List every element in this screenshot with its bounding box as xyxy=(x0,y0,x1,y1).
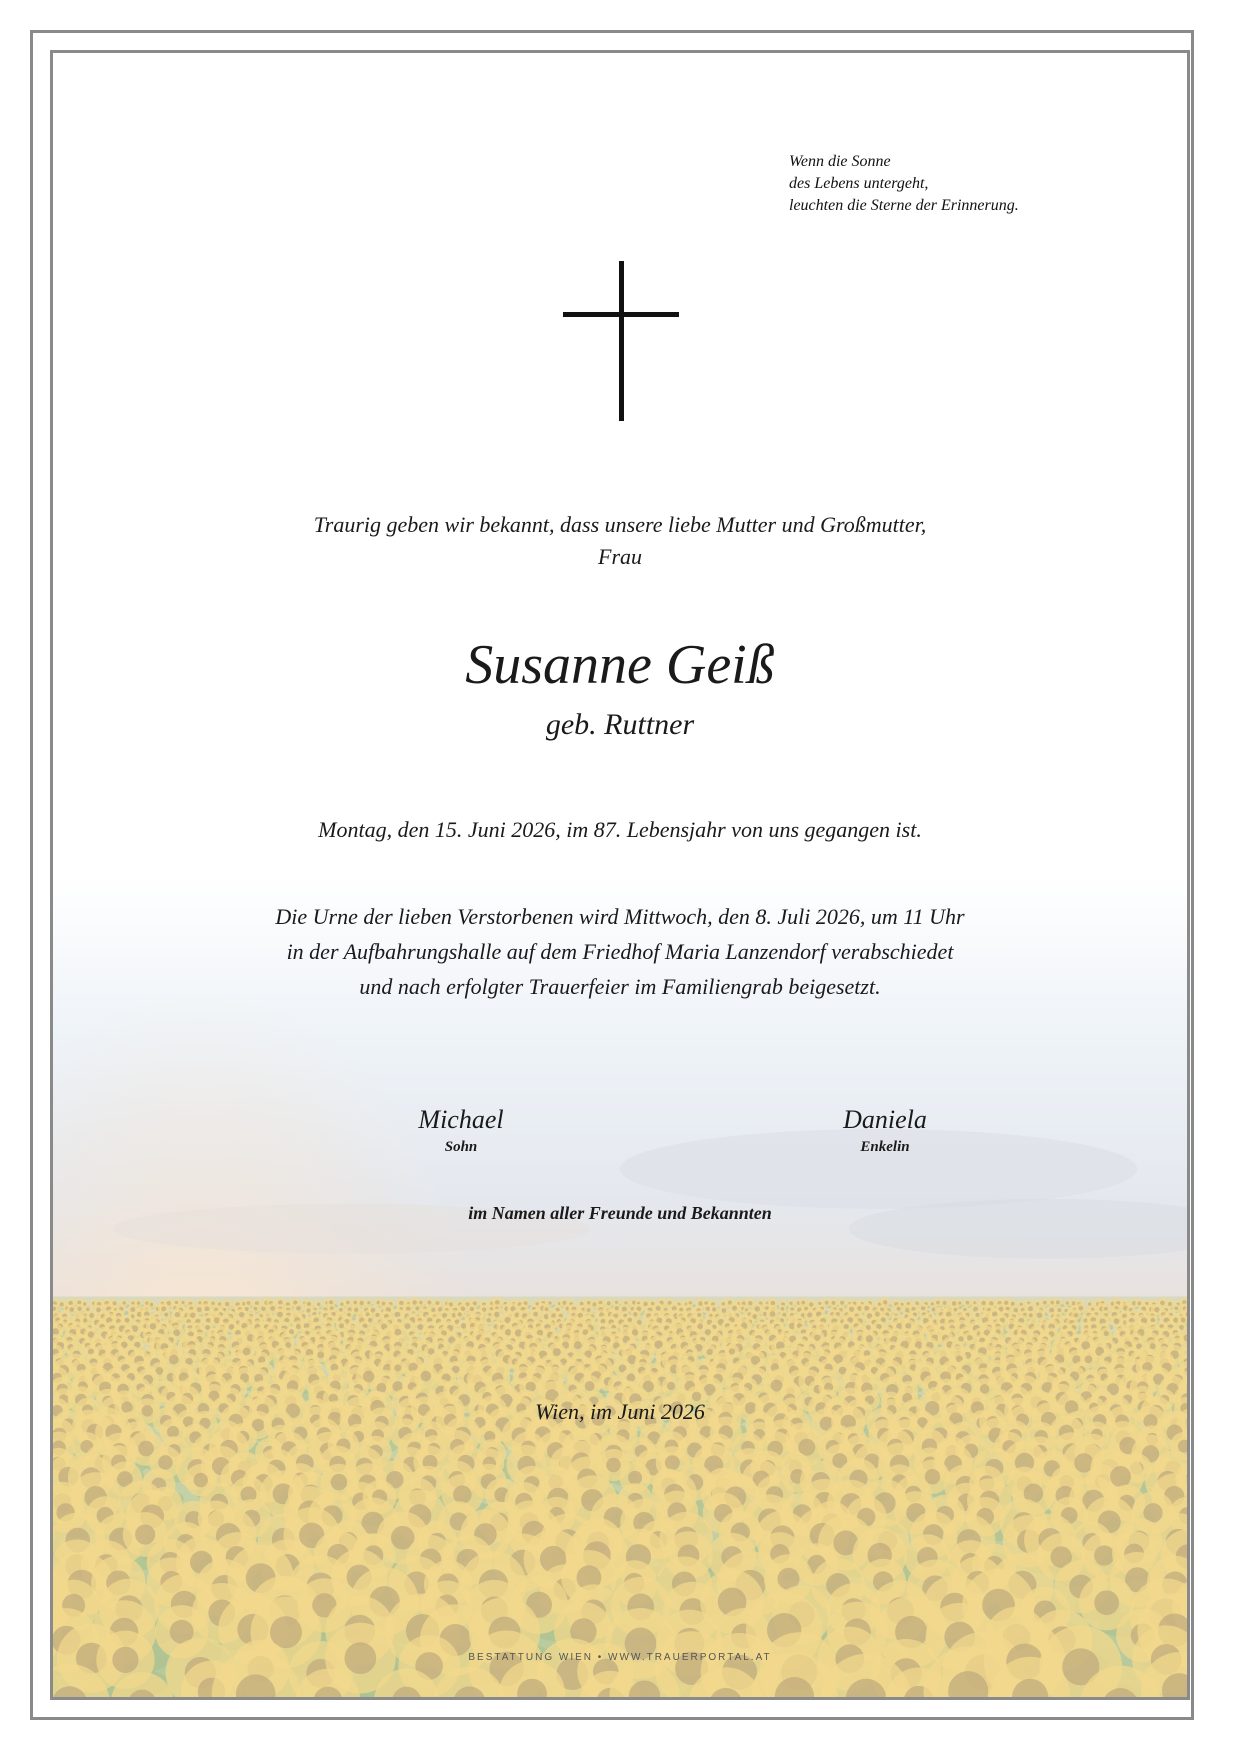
motto-line: Wenn die Sonne xyxy=(789,153,891,170)
motto-quote xyxy=(789,151,1019,217)
funeral-details xyxy=(53,899,1187,1004)
death-notice: Montag, den 15. Juni 2026, im 87. Lebensjahr von uns gegangen ist. xyxy=(318,817,922,842)
intro-text xyxy=(53,509,1187,573)
motto-line: des Lebens untergeht, xyxy=(789,175,929,192)
on-behalf-line: im Namen aller Freunde und Bekannten xyxy=(468,1203,772,1223)
maiden-name: geb. Ruttner xyxy=(545,708,695,741)
motto-line: leuchten die Sterne der Erinnerung. xyxy=(789,197,1019,214)
mourner-name: Michael xyxy=(418,1105,504,1134)
footer-credit: BESTATTUNG WIEN • WWW.TRAUERPORTAL.AT xyxy=(468,1652,772,1663)
funeral-line: Die Urne der lieben Verstorbenen wird Mittwoch, den 8. Juli 2026, um 11 Uhr xyxy=(275,904,965,929)
mourner-relation: Sohn xyxy=(444,1139,478,1155)
mourner-relation: Enkelin xyxy=(860,1139,910,1155)
funeral-line: und nach erfolgter Trauerfeier im Familiengrab beigesetzt. xyxy=(359,974,881,999)
intro-salutation: Frau xyxy=(598,544,642,569)
mourner-name: Daniela xyxy=(843,1105,927,1134)
place-date: Wien, im Juni 2026 xyxy=(535,1399,705,1424)
cross-icon xyxy=(563,261,679,421)
notice-card xyxy=(50,50,1190,1700)
intro-line: Traurig geben wir bekannt, dass unsere liebe Mutter und Großmutter, xyxy=(313,512,927,537)
mourner-signature xyxy=(341,1105,581,1157)
mourner-signature xyxy=(765,1105,1005,1157)
deceased-name: Susanne Geiß xyxy=(465,634,775,696)
funeral-line: in der Aufbahrungshalle auf dem Friedhof Maria Lanzendorf verabschiedet xyxy=(286,939,954,964)
